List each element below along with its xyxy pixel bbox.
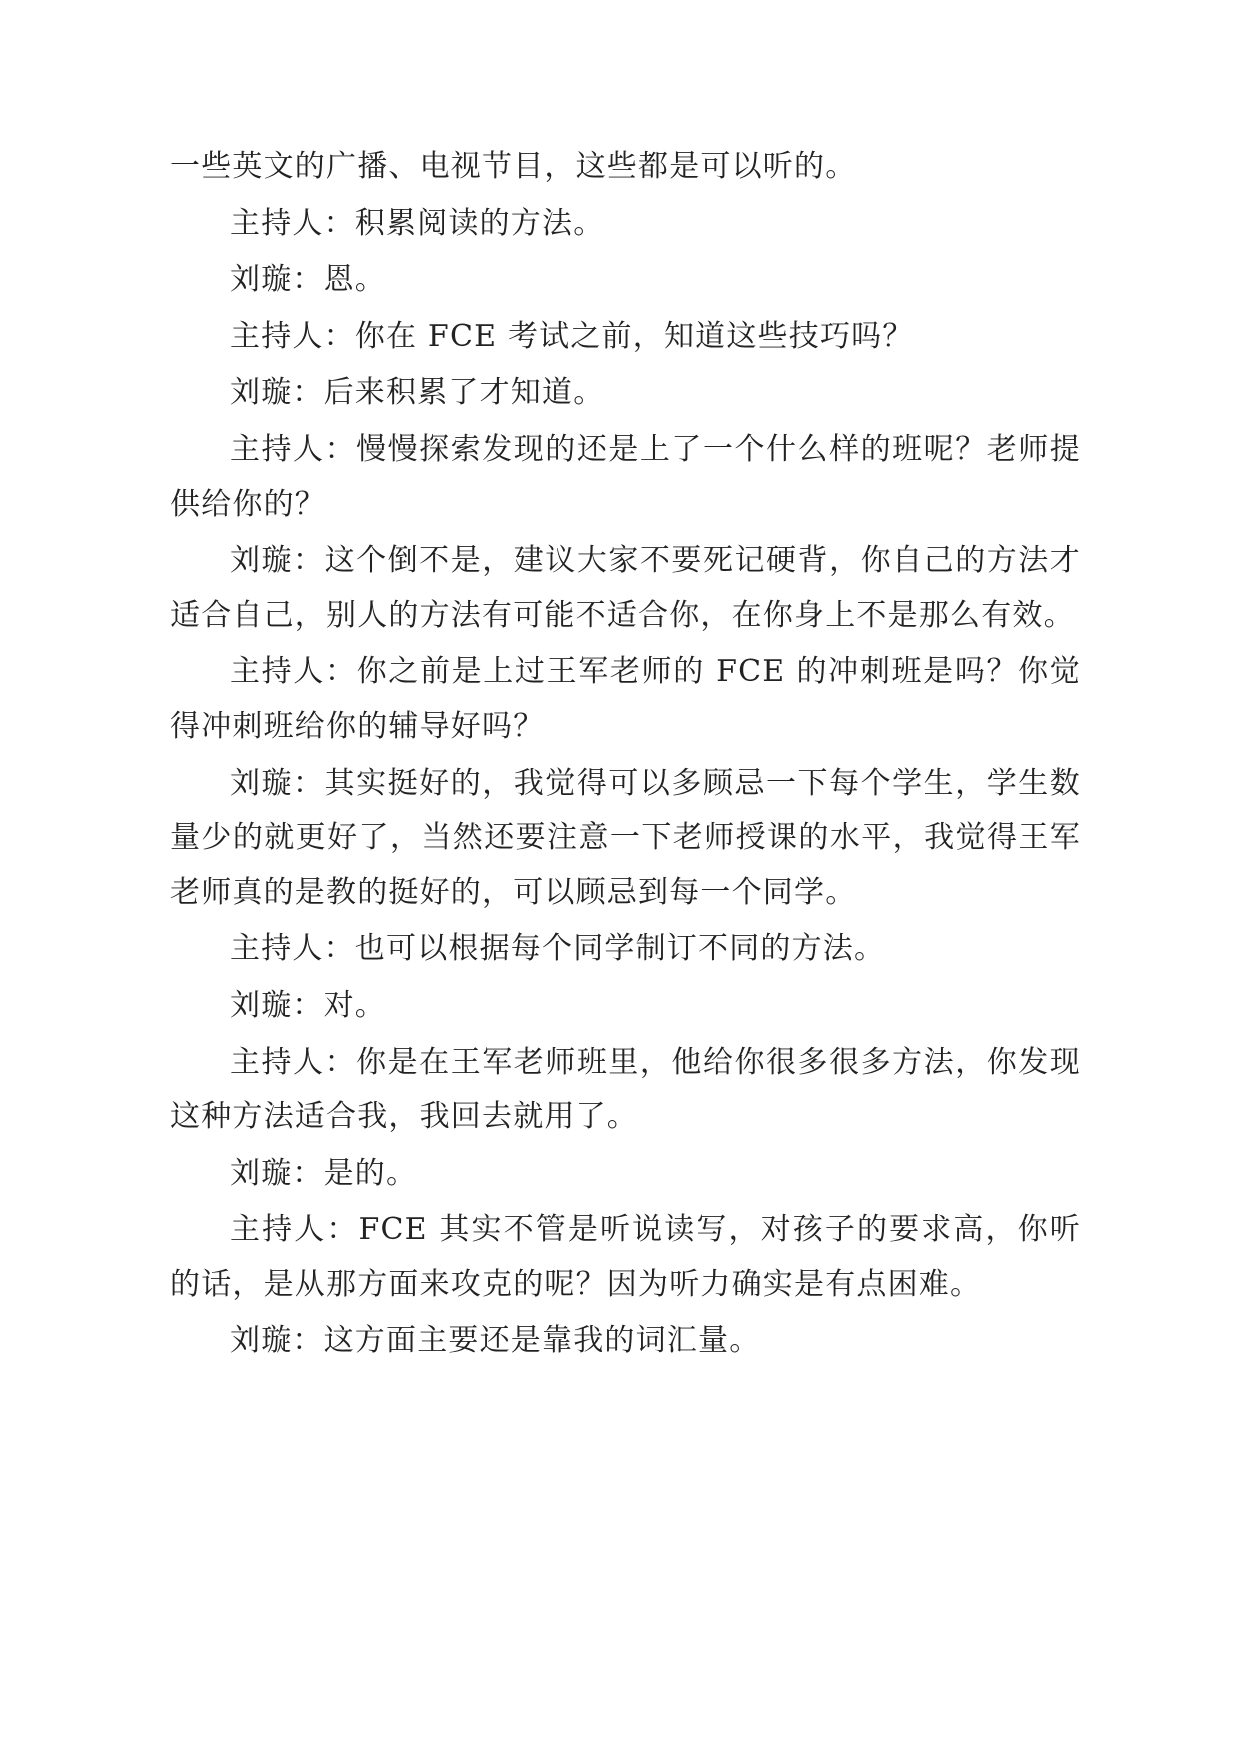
document-body bbox=[170, 140, 1081, 1369]
paragraph: 刘璇：恩。 bbox=[230, 262, 386, 298]
paragraph: 刘璇：其实挺好的，我觉得可以多顾忌一下每个学生，学生数量少的就更好了，当然还要注意一下老师授课的水平，我觉得王军老师真的是教的挺好的，可以顾忌到每一个同学。 bbox=[170, 765, 1081, 910]
paragraph: 一些英文的广播、电视节目，这些都是可以听的。 bbox=[170, 149, 857, 184]
paragraph: 主持人：你在 FCE 考试之前，知道这些技巧吗？ bbox=[230, 318, 914, 354]
paragraph: 主持人：你是在王军老师班里，他给你很多很多方法，你发现这种方法适合我，我回去就用了。 bbox=[170, 1044, 1081, 1135]
paragraph: 刘璇：这个倒不是，建议大家不要死记硬背，你自己的方法才适合自己，别人的方法有可能不适合你，在你身上不是那么有效。 bbox=[170, 543, 1081, 633]
paragraph: 刘璇：这方面主要还是靠我的词汇量。 bbox=[230, 1323, 761, 1359]
paragraph: 刘璇：后来积累了才知道。 bbox=[230, 375, 605, 411]
paragraph: 刘璇：对。 bbox=[230, 987, 386, 1023]
paragraph: 主持人：慢慢探索发现的还是上了一个什么样的班呢？老师提供给你的？ bbox=[170, 431, 1081, 522]
paragraph: 主持人：FCE 其实不管是听说读写，对孩子的要求高，你听的话，是从那方面来攻克的呢？因为听力确实是有点困难。 bbox=[170, 1212, 1081, 1302]
paragraph: 主持人：积累阅读的方法。 bbox=[230, 205, 605, 241]
paragraph: 主持人：你之前是上过王军老师的 FCE 的冲刺班是吗？你觉得冲刺班给你的辅导好吗？ bbox=[170, 654, 1081, 744]
paragraph: 刘璇：是的。 bbox=[230, 1155, 418, 1191]
paragraph: 主持人：也可以根据每个同学制订不同的方法。 bbox=[230, 931, 886, 967]
